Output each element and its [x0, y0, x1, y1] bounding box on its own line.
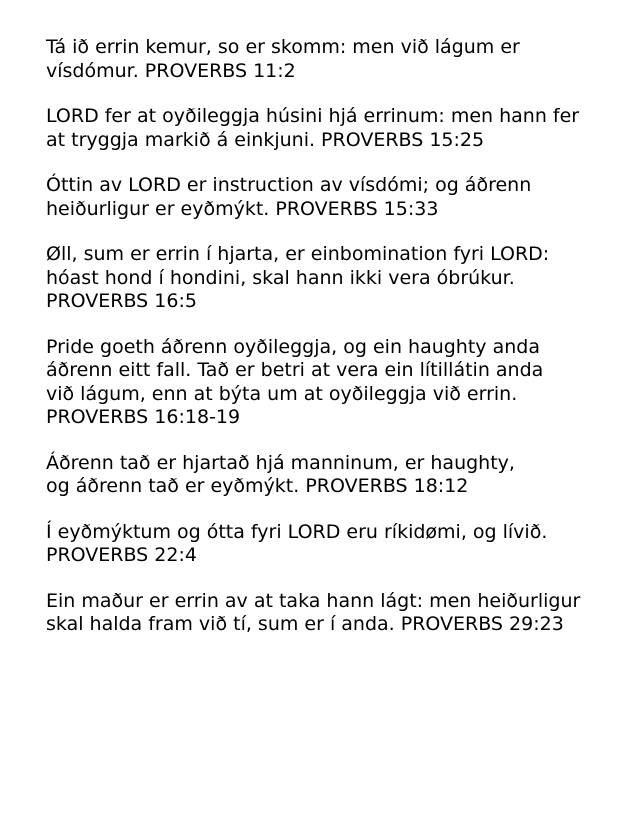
verse-paragraph	[46, 36, 606, 83]
verse-paragraph	[46, 452, 606, 499]
verse-line: vísdómur. PROVERBS 11:2	[46, 59, 296, 82]
verse-line: PROVERBS 22:4	[46, 544, 197, 566]
verse-paragraph	[46, 174, 606, 221]
verse-line: Pride goeth áðrenn oyðileggja, og ein haughty anda	[46, 335, 540, 358]
verse-line: Øll, sum er errin í hjarta, er einbomination fyri LORD:	[46, 243, 550, 265]
verse-line: heiðurligur er eyðmýkt. PROVERBS 15:33	[46, 197, 439, 220]
verse-line: hóast hond í hondini, skal hann ikki vera óbrúkur.	[46, 266, 515, 289]
verse-line: PROVERBS 16:5	[46, 290, 197, 312]
verse-line: PROVERBS 16:18-19	[46, 406, 241, 428]
verse-line: Óttin av LORD er instruction av vísdómi; og áðrenn	[46, 174, 532, 196]
verse-line: at tryggja markið á einkjuni. PROVERBS 15:25	[46, 128, 485, 151]
verse-line: við lágum, enn at býta um at oyðileggja við errin.	[46, 382, 518, 405]
verse-line: og áðrenn tað er eyðmýkt. PROVERBS 18:12	[46, 475, 469, 497]
verse-line: Í eyðmýktum og ótta fyri LORD eru ríkidømi, og lívið.	[46, 520, 548, 543]
verse-line: Ein maður er errin av at taka hann lágt: men heiðurligur	[46, 589, 581, 612]
verse-paragraph	[46, 336, 606, 430]
verse-line: LORD fer at oyðileggja húsini hjá errinum: men hann fer	[46, 105, 580, 127]
verse-line: Tá ið errin kemur, so er skomm: men við lágum er	[46, 36, 520, 58]
verse-line: Áðrenn tað er hjartað hjá manninum, er haughty,	[46, 451, 515, 474]
verse-paragraph	[46, 105, 606, 152]
verse-paragraph	[46, 521, 606, 568]
verse-line: áðrenn eitt fall. Tað er betri at vera ein lítillátin anda	[46, 359, 544, 381]
verse-paragraph	[46, 590, 606, 637]
document-page	[46, 36, 606, 659]
verse-line: skal halda fram við tí, sum er í anda. PROVERBS 29:23	[46, 613, 564, 635]
verse-paragraph	[46, 243, 606, 314]
